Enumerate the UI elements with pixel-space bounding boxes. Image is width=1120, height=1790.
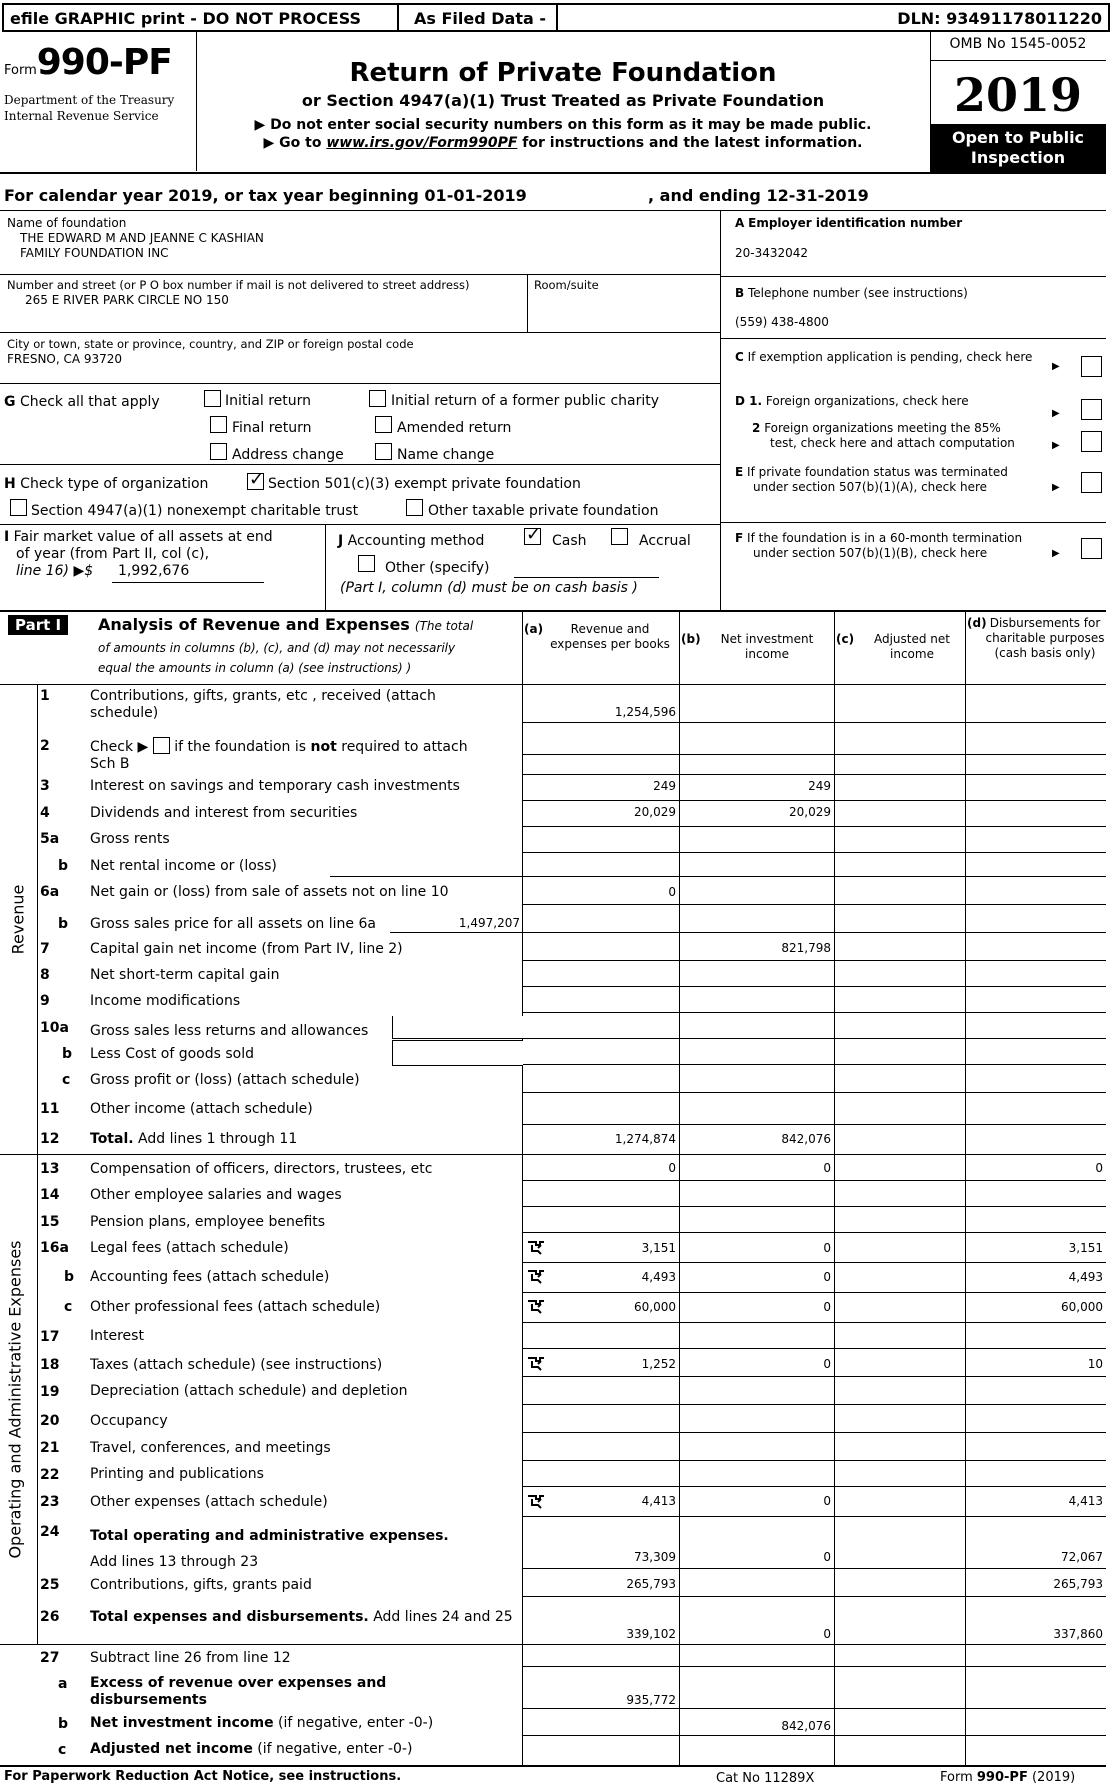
line-23-label: Other expenses (attach schedule) xyxy=(90,1494,328,1510)
line-4-col-b: 20,029 xyxy=(789,805,831,819)
line-18-col-b: 0 xyxy=(823,1357,831,1371)
foundation-name-line1: THE EDWARD M AND JEANNE C KASHIAN xyxy=(20,231,264,245)
line-4-label: Dividends and interest from securities xyxy=(90,805,358,821)
line-27a-label: Excess of revenue over expenses and disbursements xyxy=(90,1675,387,1708)
c-label: C If exemption application is pending, check here xyxy=(735,350,1033,364)
line-4-number: 4 xyxy=(40,805,50,821)
efile-label: efile GRAPHIC print - DO NOT PROCESS xyxy=(10,9,362,28)
line-16c-col-d: 60,000 xyxy=(1061,1300,1103,1314)
row-divider xyxy=(522,986,1106,987)
line-27-label: Subtract line 26 from line 12 xyxy=(90,1650,291,1666)
row-divider xyxy=(522,722,1106,723)
line-13-col-b: 0 xyxy=(823,1161,831,1175)
line-24-number: 24 xyxy=(40,1524,60,1540)
row-divider xyxy=(522,1596,1106,1597)
other-taxable-checkbox[interactable] xyxy=(406,499,423,516)
row-divider xyxy=(522,852,1106,853)
e-label: E If private foundation status was terminated under section 507(b)(1)(A), check here xyxy=(735,465,1008,494)
line-6b-inline-value: 1,497,207 xyxy=(458,916,520,930)
row-divider xyxy=(522,1644,1106,1645)
amended-return-checkbox[interactable] xyxy=(375,416,392,433)
irs-notice-post: for instructions and the latest information. xyxy=(517,135,863,151)
initial-return-checkbox[interactable] xyxy=(204,390,221,407)
line-13-number: 13 xyxy=(40,1161,60,1177)
line-16b-col-d: 4,493 xyxy=(1068,1270,1103,1284)
line-6a-col-a: 0 xyxy=(668,885,676,899)
line-16a-col-d: 3,151 xyxy=(1068,1241,1103,1255)
line-23-col-a: 4,413 xyxy=(641,1494,676,1508)
line-10c-label: Gross profit or (loss) (attach schedule) xyxy=(90,1072,360,1088)
row-divider xyxy=(522,960,1106,961)
line-18-col-d: 10 xyxy=(1087,1357,1103,1371)
line-16b-col-b: 0 xyxy=(823,1270,831,1284)
line-16c-label: Other professional fees (attach schedule) xyxy=(90,1299,381,1315)
footer-notice: For Paperwork Reduction Act Notice, see instructions. xyxy=(4,1769,402,1784)
line-5b-number: b xyxy=(58,858,69,874)
line-17-number: 17 xyxy=(40,1329,60,1345)
section-501c3-label: Section 501(c)(3) exempt private foundation xyxy=(268,476,581,492)
line-7-number: 7 xyxy=(40,941,50,957)
initial-return-label: Initial return xyxy=(225,393,311,409)
section-4947-checkbox[interactable] xyxy=(10,499,27,516)
line-18-label: Taxes (attach schedule) (see instructions) xyxy=(90,1357,383,1373)
line-6a-number: 6a xyxy=(40,884,60,900)
col-a-header: (a) Revenue and expenses per books xyxy=(524,622,670,651)
line-26-col-b: 0 xyxy=(823,1627,831,1641)
arrow-right-icon: ▶ xyxy=(1052,548,1060,559)
col-c-header: (c) Adjusted net income xyxy=(836,632,951,661)
row-divider xyxy=(522,1124,1106,1125)
line-10b-number: b xyxy=(62,1046,73,1062)
street-address: 265 E RIVER PARK CIRCLE NO 150 xyxy=(25,293,229,307)
row-divider xyxy=(522,1180,1106,1181)
other-method-label: Other (specify) xyxy=(385,560,490,576)
row-divider xyxy=(522,1064,1106,1065)
amended-return-label: Amended return xyxy=(397,420,512,436)
line-3-number: 3 xyxy=(40,778,50,794)
line-3-col-b: 249 xyxy=(808,779,831,793)
line-14-number: 14 xyxy=(40,1187,60,1203)
open-to-public-badge xyxy=(930,124,1106,172)
dept-line2: Internal Revenue Service xyxy=(4,109,159,123)
accrual-label: Accrual xyxy=(639,533,691,549)
line-26-col-d: 337,860 xyxy=(1053,1627,1103,1641)
line-16a-label: Legal fees (attach schedule) xyxy=(90,1240,289,1256)
col-d-header: (d) Disbursements for charitable purposes (cash basis only) xyxy=(967,616,1105,660)
omb-number: OMB No 1545-0052 xyxy=(949,36,1087,52)
line-25-col-d: 265,793 xyxy=(1053,1577,1103,1591)
g-label: G Check all that apply xyxy=(4,394,160,410)
part-tag: Part I xyxy=(8,615,68,635)
row-divider xyxy=(522,904,1106,905)
as-filed-label: As Filed Data - xyxy=(414,9,546,28)
room-suite-label: Room/suite xyxy=(534,278,599,292)
row-divider xyxy=(522,1404,1106,1405)
address-change-checkbox[interactable] xyxy=(210,443,227,460)
calendar-year-line: For calendar year 2019, or tax year beginning 01-01-2019 xyxy=(4,186,527,205)
line-20-label: Occupancy xyxy=(90,1413,168,1429)
d2-label: 2 Foreign organizations meeting the 85% test, check here and attach computation xyxy=(752,421,1015,450)
row-divider xyxy=(522,1262,1106,1263)
row-divider xyxy=(522,1735,1106,1736)
line-2-number: 2 xyxy=(40,738,50,754)
address-change-label: Address change xyxy=(232,447,344,463)
row-divider xyxy=(522,754,1106,755)
line-12-number: 12 xyxy=(40,1131,60,1147)
row-divider xyxy=(522,1232,1106,1233)
city-label: City or town, state or province, country, and ZIP or foreign postal code xyxy=(7,337,414,351)
line-10c-number: c xyxy=(62,1072,71,1088)
line-16c-col-b: 0 xyxy=(823,1300,831,1314)
row-divider xyxy=(522,1708,1106,1709)
line-25-label: Contributions, gifts, grants paid xyxy=(90,1577,312,1593)
row-divider xyxy=(522,1038,1106,1039)
ein-value: 20-3432042 xyxy=(735,246,809,260)
line-21-label: Travel, conferences, and meetings xyxy=(90,1440,331,1456)
line-11-number: 11 xyxy=(40,1101,60,1117)
row-divider xyxy=(522,1486,1106,1487)
row-divider xyxy=(522,1292,1106,1293)
line-2-label: Check ▶ if the foundation is not required to attach Sch B xyxy=(90,739,468,772)
line-13-col-a: 0 xyxy=(668,1161,676,1175)
d1-checkbox[interactable] xyxy=(1081,399,1102,420)
cash-checkbox[interactable] xyxy=(524,528,541,545)
row-divider xyxy=(522,1322,1106,1323)
line-10a-number: 10a xyxy=(40,1020,69,1036)
line-25-col-a: 265,793 xyxy=(626,1577,676,1591)
city-address: FRESNO, CA 93720 xyxy=(7,352,123,366)
line-20-number: 20 xyxy=(40,1413,60,1429)
row-divider xyxy=(522,1376,1106,1377)
line-1-col-a: 1,254,596 xyxy=(614,705,676,719)
h-label: H Check type of organization xyxy=(4,476,209,492)
c-checkbox[interactable] xyxy=(1081,356,1102,377)
line-26-label: Total expenses and disbursements. Add lines 24 and 25 xyxy=(90,1609,513,1625)
row-divider xyxy=(522,932,1106,933)
line-23-number: 23 xyxy=(40,1494,60,1510)
part1-desc: of amounts in columns (b), (c), and (d) may not necessarily equal the amounts in column (a) (see instructions) ) xyxy=(98,641,456,675)
line-22-label: Printing and publications xyxy=(90,1466,264,1482)
revenue-side-label: Revenue xyxy=(8,884,28,955)
initial-former-checkbox[interactable] xyxy=(369,390,386,407)
row-divider xyxy=(522,1666,1106,1667)
line-3-col-a: 249 xyxy=(653,779,676,793)
form-title: Return of Private Foundation xyxy=(349,58,777,88)
row-divider xyxy=(522,1460,1106,1461)
line-10a-label: Gross sales less returns and allowances xyxy=(90,1023,369,1039)
form-subtitle: or Section 4947(a)(1) Trust Treated as Private Foundation xyxy=(301,91,825,110)
line-9-number: 9 xyxy=(40,993,50,1009)
accrual-checkbox[interactable] xyxy=(611,528,628,545)
line-16b-col-a: 4,493 xyxy=(641,1270,676,1284)
line-24-label: Total operating and administrative expenses. Add lines 13 through 23 xyxy=(90,1528,449,1570)
line-13-col-d: 0 xyxy=(1095,1161,1103,1175)
initial-former-label: Initial return of a former public charity xyxy=(391,393,660,409)
line-25-number: 25 xyxy=(40,1577,60,1593)
ssn-notice: ▶ Do not enter social security numbers on this form as it may be made public. xyxy=(254,117,872,133)
line-12-col-b: 842,076 xyxy=(781,1132,831,1146)
line-6b-number: b xyxy=(58,916,69,932)
line-27b-number: b xyxy=(58,1716,69,1732)
line-27b-label: Net investment income (if negative, enter -0-) xyxy=(90,1715,434,1731)
line-27a-number: a xyxy=(58,1676,68,1692)
form-prefix: Form xyxy=(4,63,37,78)
phone-label: B Telephone number (see instructions) xyxy=(735,286,968,300)
row-divider xyxy=(522,774,1106,775)
line-16a-number: 16a xyxy=(40,1240,69,1256)
arrow-right-icon: ▶ xyxy=(1052,440,1060,451)
sch-b-checkbox[interactable] xyxy=(153,737,170,754)
row-divider xyxy=(522,1348,1106,1349)
line-19-number: 19 xyxy=(40,1384,60,1400)
line-24-col-d: 72,067 xyxy=(1061,1550,1103,1564)
line-8-label: Net short-term capital gain xyxy=(90,967,280,983)
line-18-number: 18 xyxy=(40,1357,60,1373)
line-21-number: 21 xyxy=(40,1440,60,1456)
line-22-number: 22 xyxy=(40,1467,60,1483)
line-16b-label: Accounting fees (attach schedule) xyxy=(90,1269,330,1285)
form-id xyxy=(4,42,172,83)
line-1-label: Contributions, gifts, grants, etc , received (attach schedule) xyxy=(90,688,436,721)
expenses-side-label: Operating and Administrative Expenses xyxy=(5,1240,25,1559)
line-19-label: Depreciation (attach schedule) and depletion xyxy=(90,1383,408,1399)
row-divider xyxy=(522,1012,1106,1013)
f-label: F If the foundation is in a 60-month termination under section 507(b)(1)(B), check here xyxy=(735,531,1023,560)
line-16a-col-a: 3,151 xyxy=(641,1241,676,1255)
department xyxy=(4,92,174,124)
form-number: 990-PF xyxy=(36,42,172,83)
row-divider xyxy=(522,1092,1106,1093)
line-4-col-a: 20,029 xyxy=(634,805,676,819)
irs-link[interactable]: www.irs.gov/Form990PF xyxy=(326,135,518,151)
line-27b-col-b: 842,076 xyxy=(781,1719,831,1733)
line-12-col-a: 1,274,874 xyxy=(614,1132,676,1146)
line-27a-col-a: 935,772 xyxy=(626,1693,676,1707)
irs-notice-pre: ▶ Go to xyxy=(263,135,327,151)
tax-year: 2019 xyxy=(953,68,1083,122)
line-3-label: Interest on savings and temporary cash investments xyxy=(90,778,460,794)
foundation-name-line2: FAMILY FOUNDATION INC xyxy=(20,246,169,260)
line-16c-number: c xyxy=(64,1299,73,1315)
line-27c-number: c xyxy=(58,1742,67,1758)
line-5b-label: Net rental income or (loss) xyxy=(90,858,277,874)
line-17-label: Interest xyxy=(90,1328,144,1344)
line-11-label: Other income (attach schedule) xyxy=(90,1101,313,1117)
street-label: Number and street (or P O box number if mail is not delivered to street address) xyxy=(7,278,470,292)
section-501c3-checkbox[interactable] xyxy=(247,473,264,490)
col-b-header: (b) Net investment income xyxy=(681,632,814,661)
arrow-right-icon: ▶ xyxy=(1052,361,1060,372)
line-26-number: 26 xyxy=(40,1609,60,1625)
line-23-col-d: 4,413 xyxy=(1068,1494,1103,1508)
line-24-col-a: 73,309 xyxy=(634,1550,676,1564)
final-return-label: Final return xyxy=(232,420,312,436)
other-taxable-label: Other taxable private foundation xyxy=(428,503,659,519)
line-24-col-b: 0 xyxy=(823,1550,831,1564)
line-27-number: 27 xyxy=(40,1650,60,1666)
phone-value: (559) 438-4800 xyxy=(735,315,829,329)
row-divider xyxy=(522,1516,1106,1517)
line-16a-col-b: 0 xyxy=(823,1241,831,1255)
final-return-checkbox[interactable] xyxy=(210,416,227,433)
cash-basis-note: (Part I, column (d) must be on cash basis ) xyxy=(340,580,638,596)
line-6a-label: Net gain or (loss) from sale of assets not on line 10 xyxy=(90,884,449,900)
row-divider xyxy=(522,826,1106,827)
calendar-ending: , and ending 12-31-2019 xyxy=(648,186,869,205)
i-block: I Fair market value of all assets at end of year (from Part II, col (c), line 16) ▶$ xyxy=(4,529,273,579)
dept-line1: Department of the Treasury xyxy=(4,93,175,107)
line-16b-number: b xyxy=(64,1269,75,1285)
line-14-label: Other employee salaries and wages xyxy=(90,1187,342,1203)
footer-cat: Cat No 11289X xyxy=(716,1771,815,1786)
cash-label: Cash xyxy=(552,533,587,549)
e-checkbox[interactable] xyxy=(1081,472,1102,493)
f-checkbox[interactable] xyxy=(1081,538,1102,559)
name-label: Name of foundation xyxy=(7,216,127,230)
row-divider xyxy=(522,1568,1106,1569)
line-10b-input[interactable] xyxy=(392,1040,523,1066)
line-15-label: Pension plans, employee benefits xyxy=(90,1214,326,1230)
j-label: J Accounting method xyxy=(338,533,485,549)
row-divider xyxy=(522,1206,1106,1207)
line-10b-label: Less Cost of goods sold xyxy=(90,1046,255,1062)
line-12-label: Total. Add lines 1 through 11 xyxy=(90,1131,298,1147)
section-4947-label: Section 4947(a)(1) nonexempt charitable trust xyxy=(31,503,359,519)
line-7-label: Capital gain net income (from Part IV, line 2) xyxy=(90,941,403,957)
row-divider xyxy=(522,1432,1106,1433)
ein-label: A Employer identification number xyxy=(735,216,963,230)
line-27c-label: Adjusted net income (if negative, enter -0-) xyxy=(90,1741,413,1757)
row-divider xyxy=(522,876,1106,877)
arrow-right-icon: ▶ xyxy=(1052,482,1060,493)
line-5a-label: Gross rents xyxy=(90,831,170,847)
line-1-number: 1 xyxy=(40,688,50,704)
name-change-label: Name change xyxy=(397,447,495,463)
line-13-label: Compensation of officers, directors, trustees, etc xyxy=(90,1161,433,1177)
line-26-col-a: 339,102 xyxy=(626,1627,676,1641)
line-5a-number: 5a xyxy=(40,831,60,847)
line-18-col-a: 1,252 xyxy=(641,1357,676,1371)
efile-banner xyxy=(2,3,1110,32)
d1-label: D 1. Foreign organizations, check here xyxy=(735,394,969,408)
dln: DLN: 93491178011220 xyxy=(897,9,1102,28)
fair-market-value: 1,992,676 xyxy=(118,563,190,579)
open-line1: Open to Public xyxy=(951,128,1085,147)
line-7-col-b: 821,798 xyxy=(781,941,831,955)
arrow-right-icon: ▶ xyxy=(1052,408,1060,419)
d2-checkbox[interactable] xyxy=(1081,431,1102,452)
name-change-checkbox[interactable] xyxy=(375,443,392,460)
open-line2: Inspection xyxy=(970,148,1066,167)
row-divider xyxy=(522,800,1106,801)
line-6b-label: Gross sales price for all assets on line 6a xyxy=(90,916,376,932)
line-15-number: 15 xyxy=(40,1214,60,1230)
line-23-col-b: 0 xyxy=(823,1494,831,1508)
irs-notice xyxy=(196,135,930,151)
line-9-label: Income modifications xyxy=(90,993,241,1009)
line-10a-input[interactable] xyxy=(392,1016,523,1039)
other-method-checkbox[interactable] xyxy=(358,555,375,572)
footer-form: Form 990-PF (2019) xyxy=(940,1770,1076,1785)
line-8-number: 8 xyxy=(40,967,50,983)
part1-title: Analysis of Revenue and Expenses (The total xyxy=(98,615,474,634)
line-16c-col-a: 60,000 xyxy=(634,1300,676,1314)
